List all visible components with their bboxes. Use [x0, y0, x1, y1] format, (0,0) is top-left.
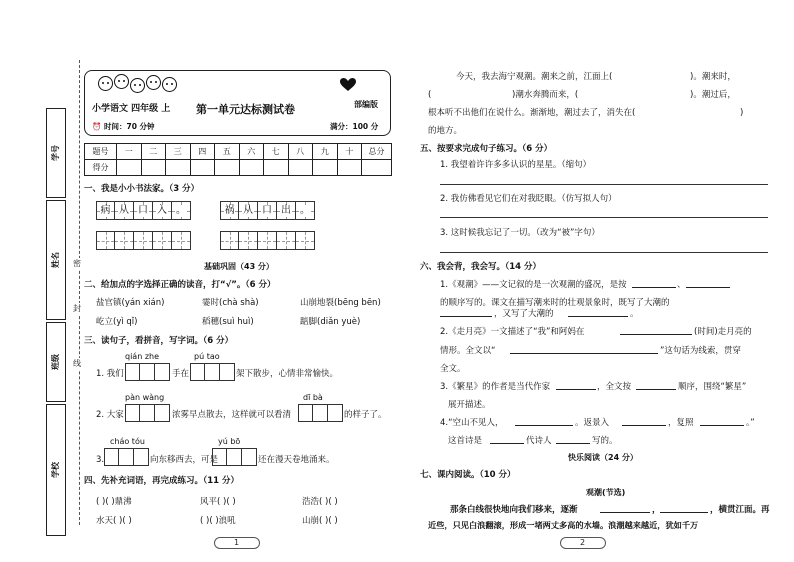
q3-s2-suffix: 的样子了。 [344, 410, 387, 420]
blank[interactable] [568, 316, 628, 317]
q2-item[interactable]: 屹立(yì qǐ) [96, 317, 138, 327]
grid-char: 从 [115, 201, 134, 220]
pinyin: yú bō [218, 437, 241, 446]
basic-section-title: 基础巩固（43 分） [204, 262, 274, 271]
score-entry[interactable] [362, 160, 392, 176]
blank[interactable] [620, 334, 692, 335]
calligraphy-grid-b [220, 201, 315, 220]
r-line3: 根本听不出他们在说什么。渐渐地，潮过去了，消失在( [428, 108, 636, 118]
writing-grid-b[interactable] [220, 231, 315, 250]
blank[interactable] [686, 287, 730, 288]
q6-2e: 全文。 [440, 364, 466, 374]
blank[interactable] [636, 389, 676, 390]
score-table-score-row [85, 160, 392, 176]
q6-4g: 写的。 [592, 436, 618, 446]
grid-char: 。 [296, 201, 315, 220]
q6-4f: 代诗人 [526, 436, 552, 446]
student-no-label: 学号 [51, 145, 61, 161]
q3-s3-mid: 向东移西去，可是 [150, 455, 219, 465]
q2-item[interactable]: 盐官镇(yán xián) [96, 298, 165, 308]
happy-reading-title: 快乐阅读（24 分） [568, 453, 638, 462]
seal-char-feng: 封 [73, 304, 81, 313]
q2-item[interactable]: 霎时(chà shà) [202, 298, 259, 308]
answer-grid[interactable] [125, 363, 170, 381]
grid-char: 口 [134, 201, 153, 220]
page-number: 1 [234, 538, 240, 547]
time-label: 时间：70 分钟 [104, 122, 155, 131]
pinyin: pú tao [194, 352, 220, 361]
score-cell: 四 [190, 144, 215, 160]
score-cell: 五 [215, 144, 240, 160]
r-line2c: )。潮过后， [690, 90, 736, 100]
q5-heading: 五、按要求完成句子练习。（6 分） [420, 144, 553, 154]
q3-s2-prefix: 2. 大家 [96, 410, 124, 420]
q6-4e: 这首诗是 [448, 436, 483, 446]
subject-label: 小学语文 四年级 上 [92, 104, 171, 114]
blank[interactable] [556, 389, 596, 390]
blank[interactable] [440, 316, 492, 317]
passage-line: 那条白线很快地向我们移来，逐渐 [450, 505, 578, 515]
answer-grid[interactable] [190, 363, 235, 381]
blank[interactable] [660, 512, 708, 513]
score-entry[interactable] [288, 160, 313, 176]
blank[interactable] [600, 512, 650, 513]
score-cell: 六 [239, 144, 264, 160]
q3-s1-suffix: 架下散步，心情非常愉快。 [236, 369, 339, 379]
name-label: 姓名 [51, 252, 61, 268]
passage-line: ，横贯江面。再 [710, 505, 770, 515]
score-entry[interactable] [190, 160, 215, 176]
blank[interactable] [515, 425, 573, 426]
passage-title: 观潮(节选) [586, 488, 626, 497]
pinyin: cháo tóu [110, 437, 145, 446]
edition-label: 部编版 [354, 100, 378, 109]
q4-item[interactable]: ( )( )鼎沸 [96, 497, 132, 507]
q6-1b: 、 [677, 280, 686, 290]
answer-grid[interactable] [298, 404, 343, 422]
q2-item[interactable]: 山崩地裂(bēng bēn) [300, 298, 381, 308]
score-cell: 题号 [85, 144, 117, 160]
score-cell: 九 [313, 144, 338, 160]
q6-4a: 4.“空山不见人， [440, 418, 504, 428]
answer-line[interactable] [440, 252, 768, 253]
grid-char: 入 [153, 201, 172, 220]
q5-item: 2. 我仿佛看见它们在对我眨眼。（仿写拟人句） [440, 194, 617, 204]
score-cell: 十 [337, 144, 362, 160]
q5-item: 3. 这时候我忘记了一切。（改为“被”字句） [440, 228, 600, 238]
q7-heading: 七、课内阅读。（10 分） [420, 470, 516, 480]
grid-char: 从 [239, 201, 258, 220]
seal-line [79, 60, 80, 525]
passage-comma: ， [652, 505, 661, 515]
q6-1d: ，又写了大潮的 [494, 309, 554, 319]
score-cell: 三 [166, 144, 191, 160]
score-entry[interactable] [239, 160, 264, 176]
writing-grid-a[interactable] [96, 231, 191, 250]
q2-item[interactable]: 踮脚(diǎn yuè) [300, 317, 361, 327]
pinyin: dī bà [303, 393, 323, 402]
score-cell: 八 [288, 144, 313, 160]
q3-s2-mid: 浓雾早点散去，这样就可以看清 [172, 410, 292, 420]
answer-line[interactable] [440, 184, 768, 185]
pinyin: pàn wàng [125, 393, 165, 402]
q3-s3-suffix: 还在漫天卷地涌来。 [258, 455, 335, 465]
school-box[interactable] [46, 404, 66, 536]
r-line2b: )潮水奔腾而来，( [512, 90, 579, 100]
q6-3c: 顺序，围绕“繁星” [678, 382, 747, 392]
heart-icon [340, 78, 356, 92]
score-entry[interactable] [313, 160, 338, 176]
q1-heading: 一、我是小小书法家。（3 分） [84, 184, 200, 194]
q3-s1-mid: 手在 [172, 369, 190, 379]
score-entry[interactable] [264, 160, 289, 176]
grid-char: 。 [172, 201, 191, 220]
q6-1c: 的顺序写的。课文在描写潮来时的壮观景象时，既写了大潮的 [440, 298, 670, 308]
grid-char: 出 [277, 201, 296, 220]
score-cell: 二 [141, 144, 166, 160]
blank[interactable] [490, 443, 524, 444]
q4-item[interactable]: 浩浩( )( ) [302, 497, 338, 507]
passage-line: 近些，只见白浪翻滚，形成一堵两丈多高的水墙。浪潮越来越近，犹如千万 [428, 520, 699, 530]
q4-item[interactable]: 风平( )( ) [200, 497, 236, 507]
answer-grid[interactable] [104, 448, 149, 466]
q6-4b: 。返景入 [575, 418, 610, 428]
name-box[interactable] [46, 200, 66, 320]
score-entry[interactable] [166, 160, 191, 176]
q3-s1-prefix: 1. 我们 [96, 369, 124, 379]
score-cell: 总分 [362, 144, 392, 160]
q4-heading: 四、先补充词语，再完成练习。（11 分） [84, 476, 240, 486]
q3-s3-prefix: 3. [96, 455, 105, 465]
class-box[interactable] [46, 322, 66, 402]
r-line1b: )。潮来时， [690, 72, 736, 82]
seal-char-xian: 线 [73, 359, 81, 368]
class-label: 班级 [51, 354, 61, 370]
grid-char: 祸 [220, 201, 239, 220]
q6-4d: 。” [746, 418, 755, 428]
score-cell: 七 [264, 144, 289, 160]
r-line4: 的地方。 [428, 126, 463, 136]
q6-2b: (时间)走月亮的 [694, 327, 752, 337]
q6-1a: 1.《观潮》——文记叙的是一次观潮的盛况，是按 [440, 280, 627, 290]
seal-char-mi: 密 [73, 259, 81, 268]
score-entry[interactable] [141, 160, 166, 176]
exam-title: 第一单元达标测试卷 [196, 103, 295, 116]
score-table [84, 143, 392, 176]
r-line1: 今天，我去海宁观潮。潮来之前，江面上( [456, 72, 613, 82]
q5-item: 1. 我望着许许多多认识的星星。（缩句） [440, 160, 592, 170]
q2-item[interactable]: 稻穗(suì huì) [202, 317, 254, 327]
q6-3a: 3.《繁星》的作者是当代作家 [440, 382, 551, 392]
calligraphy-grid-a [96, 201, 191, 220]
score-table-header-row [85, 144, 392, 160]
score-cell: 一 [117, 144, 142, 160]
pinyin: qián zhe [125, 352, 160, 361]
q6-1e: 。 [630, 309, 639, 319]
clock-icon: ⏰ [92, 122, 102, 131]
full-score-label: 满分：100 分 [330, 122, 379, 131]
q6-heading: 六、我会背，我会写。（14 分） [420, 262, 542, 272]
q4-item[interactable]: ( )( )浪吼 [200, 516, 236, 526]
r-line2: ( [428, 90, 432, 100]
blank[interactable] [622, 425, 666, 426]
grid-char: 口 [258, 201, 277, 220]
q6-2a: 2.《走月亮》一文描述了“我”和阿妈在 [440, 327, 585, 337]
score-row-label: 得分 [85, 160, 117, 176]
blank[interactable] [556, 443, 590, 444]
answer-grid[interactable] [125, 404, 170, 422]
score-entry[interactable] [117, 160, 142, 176]
q4-item[interactable]: 山崩( )( ) [302, 516, 338, 526]
answer-line[interactable] [440, 217, 768, 218]
grid-char: 病 [96, 201, 115, 220]
q6-2d: ”这句话为线索，贯穿 [660, 346, 741, 356]
r-line3b: ) [740, 108, 744, 118]
blank[interactable] [700, 425, 744, 426]
score-entry[interactable] [215, 160, 240, 176]
q3-heading: 三、读句子，看拼音，写字词。（6 分） [84, 336, 234, 346]
blank[interactable] [510, 353, 658, 354]
answer-grid[interactable] [212, 448, 257, 466]
q4-item[interactable]: 水天( )( ) [96, 516, 132, 526]
q6-3d: 展开描述。 [448, 400, 491, 410]
page-number: 2 [580, 538, 586, 547]
q2-heading: 二、给加点的字选择正确的读音，打“√”。（6 分） [84, 280, 276, 290]
q6-2c: 情形。全文以“ [440, 346, 496, 356]
q6-4c: ，复照 [668, 418, 694, 428]
blank[interactable] [632, 287, 676, 288]
student-no-box[interactable] [46, 108, 66, 198]
score-entry[interactable] [337, 160, 362, 176]
school-label: 学校 [51, 462, 61, 478]
q6-3b: ，全文按 [597, 382, 632, 392]
